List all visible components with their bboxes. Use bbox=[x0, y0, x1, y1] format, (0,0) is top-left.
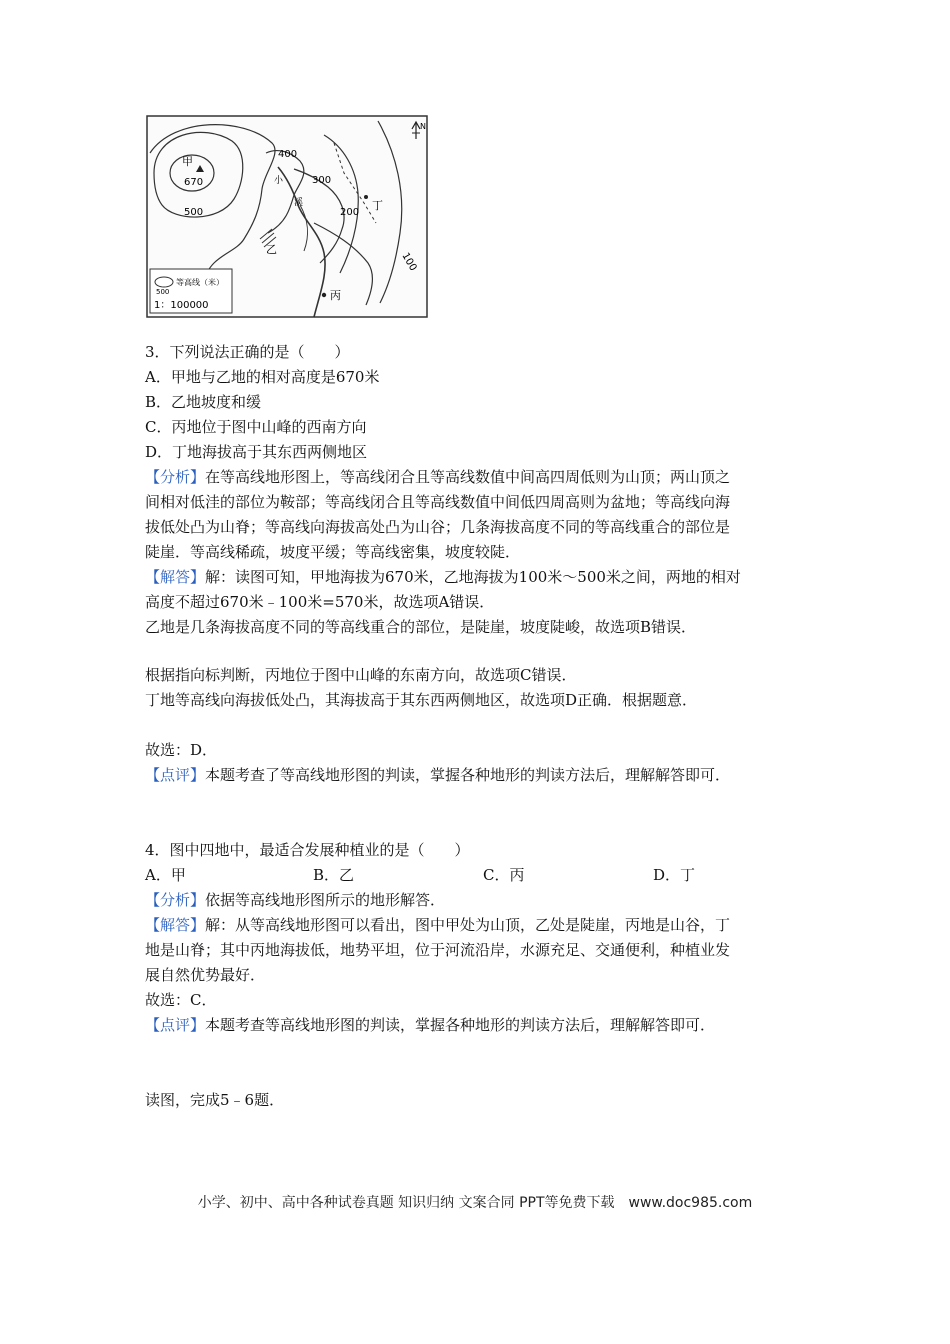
q3-stem: 3．下列说法正确的是（ ） bbox=[145, 343, 350, 361]
q4-option-d: D．丁 bbox=[653, 866, 696, 884]
q3-comment-line bbox=[145, 765, 730, 785]
legend-scale: 1：100000 bbox=[154, 300, 209, 311]
label-100: 100 bbox=[399, 251, 419, 274]
label-xi: 溪 bbox=[294, 198, 304, 208]
legend-contour-sample: 500 bbox=[156, 288, 170, 296]
q4-answer-line-2: 地是山脊；其中丙地海拔低，地势平坦，位于河流沿岸，水源充足、交通便利，种植业发 bbox=[145, 941, 731, 959]
q3-analysis-tag: 【分析】 bbox=[145, 468, 206, 486]
q4-answer-tag: 【解答】 bbox=[145, 916, 206, 934]
q3-answer-line-2: 高度不超过670米﹣100米=570米，故选项A错误． bbox=[145, 593, 495, 611]
q3-analysis-line-4: 陡崖．等高线稀疏，坡度平缓；等高线密集，坡度较陡． bbox=[145, 543, 521, 561]
q4-comment-tag: 【点评】 bbox=[145, 1016, 206, 1034]
q4-option-b: B．乙 bbox=[313, 866, 355, 884]
label-400: 400 bbox=[278, 149, 298, 160]
q3-answer-line-1 bbox=[145, 567, 741, 587]
q3-option-d: D．丁地海拔高于其东西两侧地区 bbox=[145, 443, 368, 461]
q3-answer-text-1: 解：读图可知，甲地海拔为670米，乙地海拔为100米～500米之间，两地的相对 bbox=[205, 568, 741, 586]
q4-analysis-tag: 【分析】 bbox=[145, 891, 206, 909]
q3-analysis-line-2: 间相对低洼的部位为鞍部；等高线闭合且等高线数值中间低四周高则为盆地；等高线向海 bbox=[145, 493, 731, 511]
q4-stem: 4．图中四地中，最适合发展种植业的是（ ） bbox=[145, 841, 470, 859]
label-jia: 甲 bbox=[182, 155, 193, 168]
q3-comment-tag: 【点评】 bbox=[145, 766, 206, 784]
north-label: N bbox=[420, 122, 426, 131]
q3-comment-text: 本题考查了等高线地形图的判读，掌握各种地形的判读方法后，理解解答即可． bbox=[205, 766, 731, 784]
q3-choice: 故选：D． bbox=[145, 741, 218, 759]
q4-option-c: C．丙 bbox=[483, 866, 525, 884]
q3-analysis-line-1 bbox=[145, 467, 730, 487]
q4-options bbox=[145, 865, 745, 885]
label-yi: 乙 bbox=[266, 243, 277, 256]
point-ding bbox=[364, 195, 368, 199]
q4-answer-text-1: 解：从等高线地形图可以看出，图中甲处为山顶，乙处是陡崖，丙地是山谷，丁 bbox=[205, 916, 731, 934]
q4-comment-line bbox=[145, 1015, 715, 1035]
q3-answer-line-3: 乙地是几条海拔高度不同的等高线重合的部位，是陡崖，坡度陡峻，故选项B错误． bbox=[145, 618, 697, 636]
q3-answer-tag: 【解答】 bbox=[145, 568, 206, 586]
label-300: 300 bbox=[312, 175, 332, 186]
contour-map bbox=[144, 113, 430, 320]
q3-answer-line-5: 丁地等高线向海拔低处凸，其海拔高于其东西两侧地区，故选项D正确．根据题意． bbox=[145, 691, 698, 709]
q4-option-a: A．甲 bbox=[145, 866, 186, 884]
q3-answer-line-4: 根据指向标判断，丙地位于图中山峰的东南方向，故选项C错误． bbox=[145, 666, 577, 684]
next-prompt: 读图，完成5﹣6题． bbox=[145, 1091, 285, 1109]
label-jia-elev: 670 bbox=[184, 177, 204, 188]
q3-option-b: B．乙地坡度和缓 bbox=[145, 393, 262, 411]
label-bing: 丙 bbox=[330, 289, 341, 302]
q3-analysis-text-1: 在等高线地形图上，等高线闭合且等高线数值中间高四周低则为山顶；两山顶之 bbox=[205, 468, 731, 486]
q4-choice: 故选：C． bbox=[145, 991, 217, 1009]
q4-comment-text: 本题考查等高线地形图的判读，掌握各种地形的判读方法后，理解解答即可． bbox=[205, 1016, 716, 1034]
q4-analysis-line bbox=[145, 890, 445, 910]
label-500: 500 bbox=[184, 207, 204, 218]
label-ding: 丁 bbox=[372, 199, 383, 212]
label-xiao: 小 bbox=[274, 176, 284, 186]
legend-contour: 等高线（米） bbox=[176, 278, 224, 287]
q4-analysis-text: 依据等高线地形图所示的地形解答． bbox=[205, 891, 446, 909]
label-200: 200 bbox=[340, 207, 360, 218]
q3-analysis-line-3: 拔低处凸为山脊；等高线向海拔高处凸为山谷；几条海拔高度不同的等高线重合的部位是 bbox=[145, 518, 731, 536]
q4-answer-line-3: 展自然优势最好． bbox=[145, 966, 266, 984]
q3-option-c: C．丙地位于图中山峰的西南方向 bbox=[145, 418, 367, 436]
map-legend bbox=[150, 269, 232, 313]
point-bing bbox=[322, 293, 326, 297]
q4-answer-line-1 bbox=[145, 915, 730, 935]
footer-text: 小学、初中、高中各种试卷真题 知识归纳 文案合同 PPT等免费下载 www.doc985.com bbox=[197, 1195, 753, 1211]
q3-option-a: A．甲地与乙地的相对高度是670米 bbox=[145, 368, 380, 386]
